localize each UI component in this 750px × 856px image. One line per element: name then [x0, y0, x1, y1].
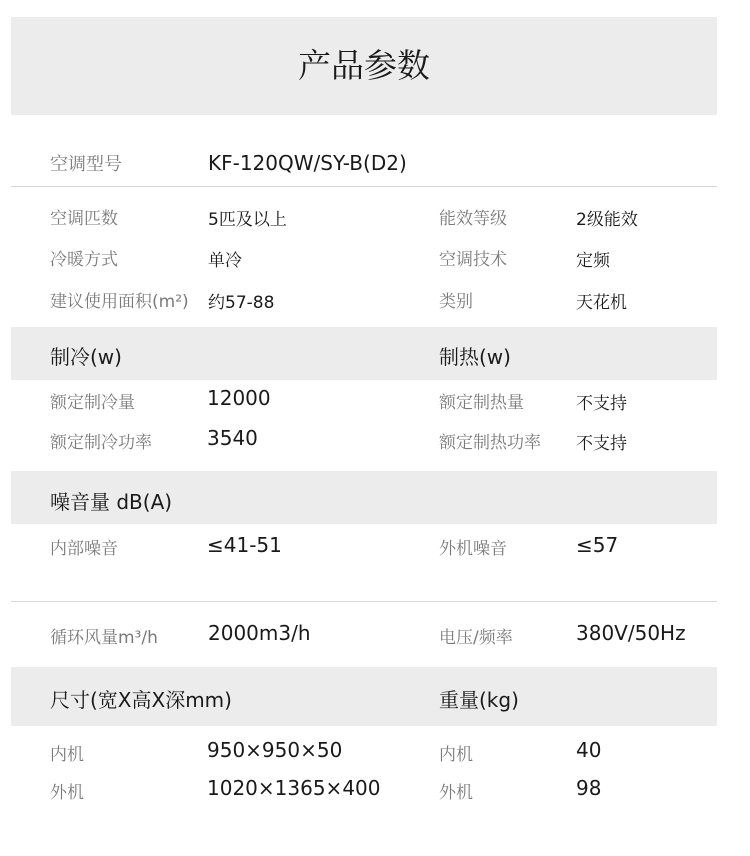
- spec-value: 不支持: [576, 394, 627, 414]
- spec-label: 电压/频率: [439, 628, 513, 648]
- spec-label: 冷暖方式: [50, 250, 118, 270]
- spec-label: 空调匹数: [50, 209, 118, 229]
- spec-value: 定频: [576, 251, 610, 271]
- spec-value: ≤57: [576, 533, 619, 557]
- spec-label: 额定制冷量: [50, 393, 135, 413]
- spec-value: ≤41-51: [207, 533, 282, 557]
- spec-value: 5匹及以上: [208, 210, 287, 230]
- spec-value: 380V/50Hz: [576, 621, 686, 645]
- spec-label: 内机: [50, 745, 84, 765]
- spec-label: 额定制热功率: [439, 433, 541, 453]
- divider: [11, 186, 717, 187]
- section-title-heating: 制热(w): [439, 345, 511, 369]
- spec-value: 单冷: [208, 251, 242, 271]
- spec-value: 12000: [207, 386, 271, 410]
- spec-label: 额定制热量: [439, 393, 524, 413]
- spec-value: 约57-88: [208, 293, 275, 313]
- spec-label: 能效等级: [439, 209, 507, 229]
- divider: [11, 601, 717, 602]
- spec-value: 950×950×50: [207, 738, 343, 762]
- spec-label: 建议使用面积(m²): [50, 292, 189, 312]
- section-title-weight: 重量(kg): [439, 688, 519, 712]
- section-title-size: 尺寸(宽X高X深mm): [50, 688, 232, 712]
- spec-label: 类别: [439, 292, 473, 312]
- spec-label: 外机: [50, 783, 84, 803]
- section-title-cooling: 制冷(w): [50, 345, 122, 369]
- spec-value: 2级能效: [576, 210, 638, 230]
- model-value: KF-120QW/SY-B(D2): [208, 151, 407, 175]
- spec-value: 3540: [207, 426, 258, 450]
- spec-value: 天花机: [576, 293, 627, 313]
- spec-value: 40: [576, 738, 602, 762]
- spec-value: 不支持: [576, 434, 627, 454]
- page-title: 产品参数: [298, 46, 430, 85]
- spec-label: 循环风量m³/h: [50, 628, 158, 648]
- spec-value: 2000m3/h: [208, 621, 311, 645]
- spec-label: 内机: [439, 745, 473, 765]
- spec-label: 内部噪音: [50, 539, 118, 559]
- model-label: 空调型号: [50, 154, 122, 175]
- title-bar: [11, 17, 717, 115]
- spec-label: 额定制冷功率: [50, 433, 152, 453]
- spec-label: 外机: [439, 783, 473, 803]
- spec-value: 98: [576, 776, 602, 800]
- spec-value: 1020×1365×400: [207, 776, 381, 800]
- spec-label: 外机噪音: [439, 539, 507, 559]
- section-title-noise: 噪音量 dB(A): [50, 490, 173, 514]
- spec-label: 空调技术: [439, 250, 507, 270]
